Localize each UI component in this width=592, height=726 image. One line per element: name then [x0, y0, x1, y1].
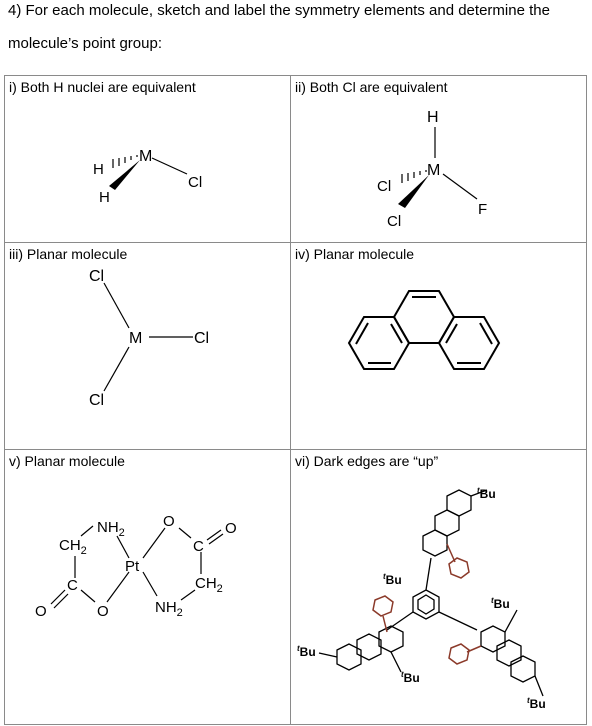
bond-line [443, 174, 477, 199]
cell-caption: iv) Planar molecule [295, 246, 415, 262]
molecule-table [4, 75, 587, 725]
tbu-label: $^t$Bu [491, 596, 510, 611]
atom-h: H [99, 189, 110, 206]
phenyl-rings-red [373, 544, 481, 664]
cell-caption: v) Planar molecule [9, 453, 125, 469]
bond-line [152, 158, 187, 174]
atom-o: O [35, 603, 47, 620]
atom-ch2: $CH_2$ [195, 575, 223, 595]
tbu-label: $^t$Bu [297, 644, 316, 659]
molecule-vi-structure [291, 450, 586, 725]
atom-c: C [193, 538, 204, 555]
bond-line [104, 347, 129, 391]
atom-nh2: $NH_2$ [155, 599, 183, 619]
atom-f: F [478, 201, 488, 218]
aromatic-rings [349, 291, 499, 369]
bond-line [104, 283, 129, 328]
atom-cl: Cl [89, 392, 105, 409]
solid-wedge-bond [398, 175, 429, 208]
atom-o: O [225, 520, 237, 537]
atom-cl: Cl [387, 213, 402, 230]
hashed-wedge-bond [402, 170, 426, 183]
solid-wedge-bond [109, 160, 140, 190]
cell-caption: i) Both H nuclei are equivalent [9, 79, 196, 95]
atom-cl: Cl [188, 174, 203, 191]
atom-pt: Pt [125, 558, 140, 575]
cell-molecule-ii [291, 76, 587, 243]
atom-cl: Cl [377, 178, 392, 195]
molecule-i-structure [5, 76, 290, 243]
molecule-ii-structure [291, 76, 586, 243]
atom-h: H [427, 109, 439, 126]
molecule-iii-structure [5, 243, 290, 450]
atom-m: M [139, 148, 153, 165]
cell-caption: ii) Both Cl are equivalent [295, 79, 448, 95]
atom-c: C [67, 577, 78, 594]
cell-molecule-v [5, 450, 291, 725]
tbu-label: $^t$Bu [383, 572, 402, 587]
atom-cl: Cl [194, 330, 210, 347]
tbu-label: $^t$Bu [401, 670, 420, 685]
question-text-line1: 4) For each molecule, sketch and label the symmetry elements and determine the [8, 2, 550, 19]
phenanthrene-structure [291, 243, 586, 450]
atom-m: M [129, 330, 143, 347]
atom-m: M [427, 162, 441, 179]
aromatic-framework [319, 490, 543, 696]
tbu-label: $^t$Bu [477, 486, 496, 501]
cell-molecule-vi [291, 450, 587, 725]
cell-molecule-iii [5, 243, 291, 450]
cell-caption: iii) Planar molecule [9, 246, 128, 262]
atom-o: O [163, 513, 175, 530]
molecule-v-structure [5, 450, 290, 725]
atom-ch2: $CH_2$ [59, 537, 87, 557]
atom-nh2: $NH_2$ [97, 519, 125, 539]
cell-molecule-i [5, 76, 291, 243]
tbu-label: $^t$Bu [527, 696, 546, 711]
atom-o: O [97, 603, 109, 620]
atom-cl: Cl [89, 268, 105, 285]
question-text-line2: molecule’s point group: [8, 35, 162, 52]
cell-molecule-iv [291, 243, 587, 450]
cell-caption: vi) Dark edges are “up” [295, 453, 439, 469]
atom-h: H [93, 161, 104, 178]
